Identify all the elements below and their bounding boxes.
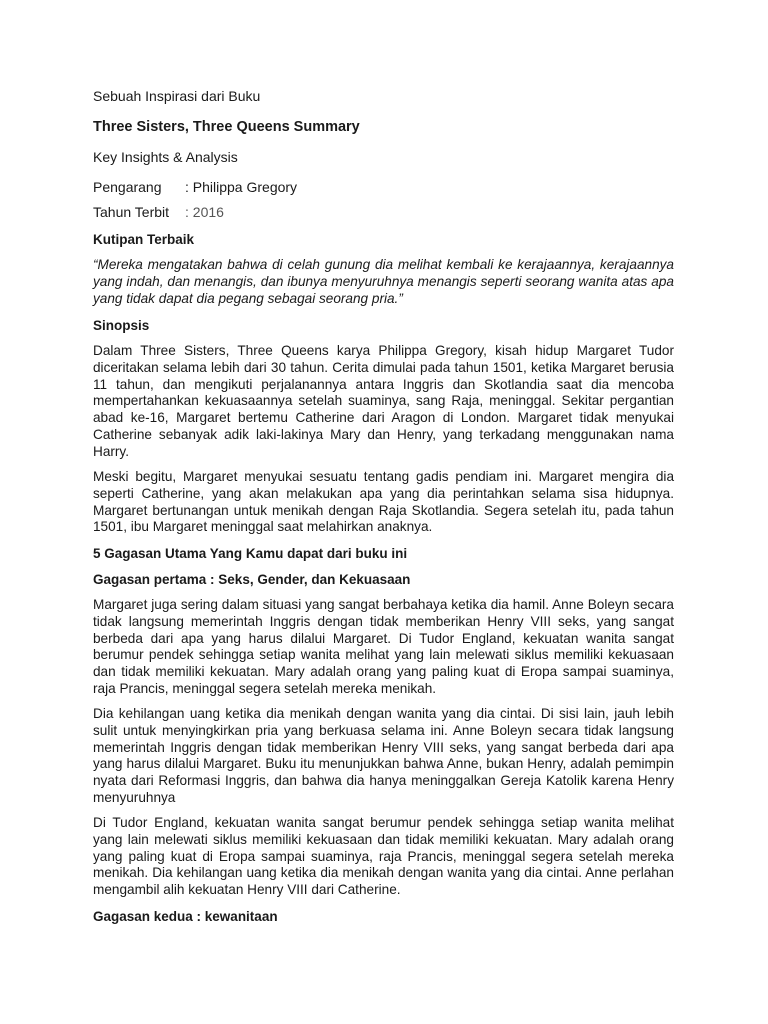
year-label: Tahun Terbit	[93, 204, 170, 220]
author-label: Pengarang	[93, 179, 162, 195]
idea-second-heading: Gagasan kedua : kewanitaan	[93, 909, 278, 924]
document-tagline: Key Insights & Analysis	[93, 149, 238, 165]
idea-first-heading: Gagasan pertama : Seks, Gender, dan Kekuasaan	[93, 572, 411, 587]
idea-first-paragraph-1: Margaret juga sering dalam situasi yang sangat berbahaya ketika dia hamil. Anne Boleyn secara tidak langsung memerintah Inggris dengan tidak memberikan Henry VIII seks, yang sangat berbeda dari apa yang harus dilalui Margaret. Di Tudor England, kekuatan wanita sangat berumur pendek sehingga setiap wanita melihat yang lain melewati siklus memiliki kekuasaan dan tidak memiliki kekuatan. Mary adalah orang yang paling kuat di Eropa sampai suaminya, raja Prancis, meninggal segera setelah mereka menikah.	[93, 597, 674, 696]
best-quote: “Mereka mengatakan bahwa di celah gunung dia melihat kembali ke kerajaannya, kerajaannya yang indah, dan menangis, dan ibunya menyuruhnya menangis seperti seorang wanita atas apa yang tidak dapat dia pegang sebagai seorang pria.”	[93, 257, 674, 306]
synopsis-paragraph-2: Meski begitu, Margaret menyukai sesuatu tentang gadis pendiam ini. Margaret mengira dia seperti Catherine, yang akan melakukan apa yang dia perintahkan selama sisa hidupnya. Margaret bertunangan untuk menikah dengan Raja Skotlandia. Segera setelah itu, pada tahun 1501, ibu Margaret meninggal saat melahirkan anaknya.	[93, 469, 674, 535]
quote-heading: Kutipan Terbaik	[93, 232, 195, 247]
synopsis-paragraph-1: Dalam Three Sisters, Three Queens karya Philippa Gregory, kisah hidup Margaret Tudor diceritakan selama lebih dari 30 tahun. Cerita dimulai pada tahun 1501, ketika Margaret berusia 11 tahun, dan mengikuti perjalanannya antara Inggris dan Skotlandia saat dia mencoba mempertahankan kekuasaannya setelah suaminya, sang Raja, meninggal. Sekitar pergantian abad ke-16, Margaret bertemu Catherine dari Aragon di London. Margaret tidak menyukai Catherine sebanyak adik laki-lakinya Mary dan Henry, yang terkadang menggunakan nama Harry.	[93, 343, 674, 459]
idea-first-paragraph-2: Dia kehilangan uang ketika dia menikah dengan wanita yang dia cintai. Di sisi lain, jauh lebih sulit untuk menyingkirkan pria yang berkuasa selama ini. Anne Boleyn secara tidak langsung memerintah Inggris dengan tidak memberikan Henry VIII seks, yang sangat berbeda dari apa yang harus dilalui Margaret. Buku itu menunjukkan bahwa Anne, bukan Henry, adalah pemimpin nyata dari Reformasi Inggris, dan bahwa dia hanya meninggalkan Gereja Katolik karena Henry menyuruhnya	[93, 706, 674, 805]
author-value: : Philippa Gregory	[185, 179, 298, 195]
synopsis-heading: Sinopsis	[93, 318, 150, 333]
document-title: Three Sisters, Three Queens Summary	[93, 119, 360, 135]
document-subtitle: Sebuah Inspirasi dari Buku	[93, 88, 261, 104]
year-value: : 2016	[185, 204, 224, 220]
idea-first-paragraph-3: Di Tudor England, kekuatan wanita sangat berumur pendek sehingga setiap wanita melihat yang lain melewati siklus memiliki kekuasaan dan tidak memiliki kekuatan. Mary adalah orang yang paling kuat di Eropa sampai suaminya, raja Prancis, meninggal segera setelah mereka menikah. Dia kehilangan uang ketika dia menikah dengan wanita yang dia cintai. Anne perlahan mengambil alih kekuatan Henry VIII dari Catherine.	[93, 815, 674, 898]
ideas-heading: 5 Gagasan Utama Yang Kamu dapat dari buku ini	[93, 546, 408, 561]
